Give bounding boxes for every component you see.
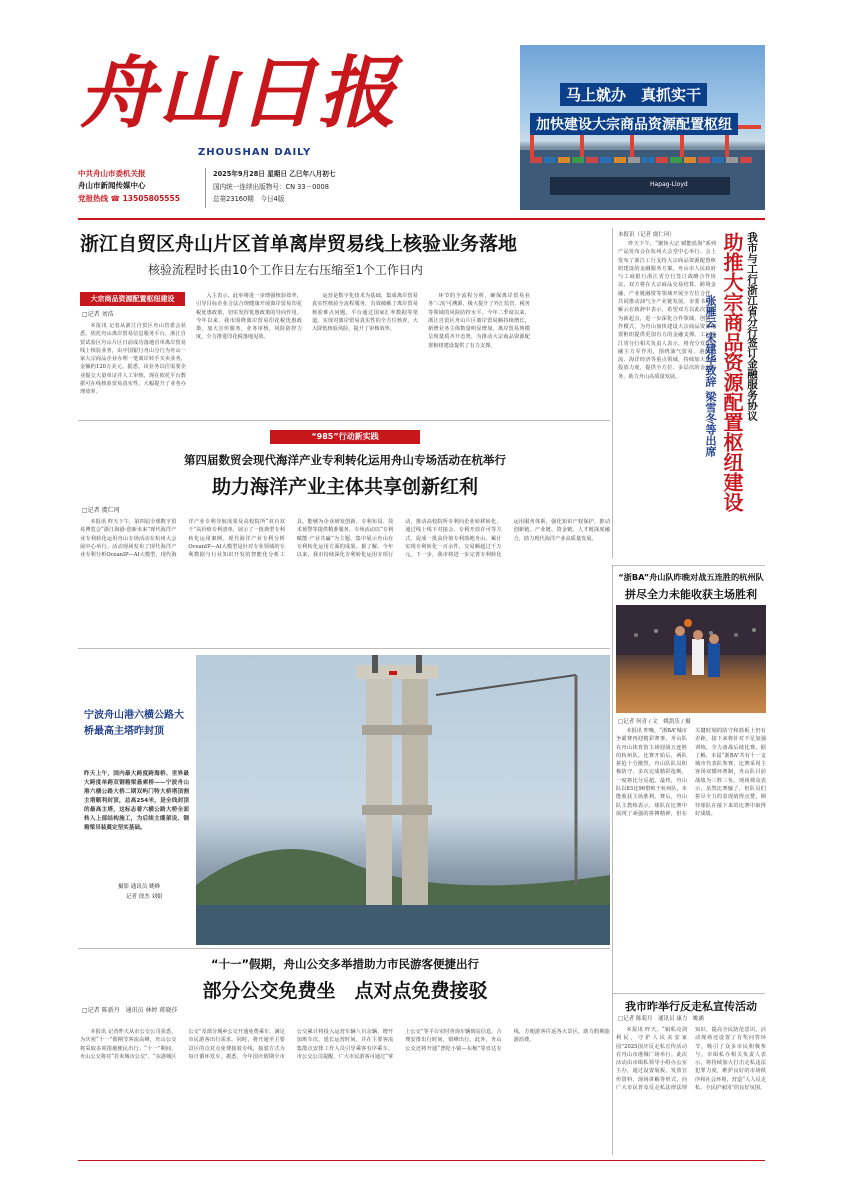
fraud-byline: □记者 陈菊月 通讯员 康力 姚涵 [618, 1016, 704, 1022]
lead-col-1-text: 本报讯 记者从浙江自贸区舟山管委会获悉，依托舟山离岸贸易信息服务平台，浙江自贸试验区舟山片区日前成功落地首单离岸贸易线上核验业务，由中国银行舟山分行为舟山一家大宗商品企业办理一笔离岸转手买卖业务，金额约120万美元。据悉，该业务以往需要企业提交大量单证并人工审核，现在依托平台数据可在线核验贸易真实性，大幅提升了业务办理效率。 [80, 323, 186, 396]
bus-body [80, 1028, 610, 1153]
lead-section-tag: 大宗商品资源配置枢纽建设 [80, 292, 185, 306]
basketball-players-graphic [616, 605, 766, 713]
bridge-tower-graphic [196, 655, 610, 945]
side-kicker: 我市与工行浙江省分行签订金融服务协议 [746, 232, 758, 421]
lead-col-3-text: 运营是数字化技术为基础，集成离岸贸易真实性核验全流程服务，有效破解了离岸贸易核验难点问题。平台通过国家汇率数据等渠道，实现对离岸贸易真实性的全方位核查，大大降低核验风险，提升了审核效率。 [312, 293, 418, 333]
bb-body [616, 727, 766, 989]
fraud-headline: 我市昨举行反走私宣传活动 [625, 1000, 757, 1013]
ship-brand-label: Hapag-Lloyd [650, 181, 688, 188]
expo-byline: □记者 虞仁珂 [82, 507, 120, 514]
fraud-body [616, 1026, 766, 1154]
bridge-headline: 宁波舟山港六横公路大桥最高主塔昨封顶 [84, 710, 184, 737]
bus-body-text: 本报讯 记者昨天从市公交公司获悉，为庆祝“十一”假期节客流高峰，舟山公交将采取多项措施便民出行。“十一”期间，舟山公交将对“若米城市公交”、“东港城区公交”及部分城乡公交开通免费乘车，满足市民游客出行需求。同时，将开通至主要景区的点对点免费接驳专线，接驳方式为每日循环发车。据悉，今年国庆假期全市公交累计将投入运营车辆八百余辆，增开加班车次，延长运营时间，并在主要客流集散点安排工作人员引导乘客有序乘车。市公交公司提醒，广大市民游客可通过“掌上公交”等平台实时查询车辆到站信息，合理安排出行时间，错峰出行。此外，舟山公交还将开通“普陀小镇—东极”等直达专线，方便游客往返各大景区，助力假期旅游消费。 [80, 1029, 610, 1060]
bus-kicker: “十一”假期，舟山公交多举措助力市民游客便捷出行 [210, 957, 480, 971]
basketball-photo [616, 605, 766, 713]
expo-kicker: 第四届数贸会现代海洋产业专利转化运用舟山专场活动在杭举行 [184, 453, 506, 467]
lead-col-2 [196, 292, 302, 412]
issue-date: 2025年9月28日 星期日 乙巳年八月初七 [213, 170, 336, 178]
expo-headline: 助力海洋产业主体共享创新红利 [211, 476, 478, 498]
bb-headline-2: 拼尽全力未能收获主场胜利 [625, 588, 757, 601]
bridge-credit-2: 记者 徐杰 刘娟 [126, 894, 163, 900]
expo-body-text: 本报讯 昨天下午，第四届全球数字贸易博览会“浙江海港·创新未来”现代海洋产业专利转化运用舟山专场活动在杭州大会展中心举行。活动现场发布了现代海洋产业专利分析OceanIP—AI大模型，现代海洋产业专利导航成果及高校院所“双百双千”高价值专利清单，展示了一批典型专利转化运用案例。现代海洋产业专利分析OceanIP—AI大模型是针对专业领域的专利数据与行业知识开发的智能化分析工具，能够为企业研发创新、专利布局、技术预警等提供精准服务。专场活动以“专利赋能·产业共赢”为主题，集中展示舟山在专利转化运用方面的成果。据了解，今年以来，我市持续深化专利转化运用专项行动，推动高校院所专利向企业转移转化，通过线上线下对接会、专利开放许可等方式，促成一批高价值专利落地舟山，累计实现专利转化一百余件，交易额超过千万元。下一步，我市将进一步完善专利转化运用服务体系，强化知识产权保护，推动创新链、产业链、资金链、人才链深度融合，助力现代海洋产业高质量发展。 [80, 519, 610, 559]
bb-headline-1: “浙BA”舟山队昨晚对战五连胜的杭州队 [618, 572, 764, 582]
masthead-title: 舟山日报 [78, 48, 399, 139]
lead-subhead: 核验流程时长由10个工作日左右压缩至1个工作日内 [148, 263, 423, 277]
hotline: 党报热线 ☎ 13505805555 [78, 194, 180, 203]
side-body-text: 昨天下午，“聚焦大宗 赋能蓝海”系列产品发布会在杭州大会堂中心举行。会上发布了浙江工行支持大宗商品资源配置枢纽建设的金融服务方案。舟山市人民政府与工商银行浙江省分行签订战略合作协议，双方将在大宗商品交易结算、跨境金融、产业链融资等领域开展全方位合作，共同推动油气全产业链发展。市委书记张雁云在致辞中表示，希望双方以此次签约为新起点，进一步深化合作领域、创新合作模式，为舟山加快建设大宗商品资源配置枢纽提供更加有力的金融支撑。工行浙江省分行相关负责人表示，将充分发挥金融主力军作用，围绕油气贸易、港航物流、海洋经济等重点领域，持续加大信贷投放力度，提供全方位、多层次的金融服务，助力舟山高质量发展。 [618, 241, 716, 380]
bb-body-text: 本报讯 昨晚，“浙BA”城市争霸赛再迎精彩赛事，舟山队在舟山体育馆主场迎战五连胜的杭州队。比赛开始后，两队拼抢十分激烈，舟山队队员积极防守，多次完成精彩抢断，一度将比分反超。最终，舟山队以83比96惜败于杭州队，未能收获主场胜利。赛后，舟山队主教练表示，球队在比赛中展现了顽强的拼搏精神，但在关键时刻的防守和篮板上仍有差距，接下来将针对不足加强训练，全力备战后续比赛。据了解，本届“浙BA”共有十一支城市代表队参赛，比赛采用主客场双循环赛制，舟山队目前战绩为三胜三负。现场观众表示，虽然比赛输了，但队员们拼尽全力的表现值得点赞，期待球队在接下来的比赛中取得好成绩。 [616, 728, 766, 817]
lead-col-3 [312, 292, 418, 412]
lead-col-2-text: 入主表示，此举将进一步增强核验效率，引导目标企业合法合规健康开展离岸贸易印花税优惠政策，切实发挥优惠政策的导向作用。今年以来，我市围绕离岸贸易印花税优惠政策，加大宣传服务，业务审核，风险防控力度，全力推进印花税落地见效。 [196, 293, 302, 341]
bridge-body: 昨天上午，国内最大跨度跨海桥、世界最大跨度单跨双钢箱梁悬索桥——宁波舟山港六横公路大桥二期双屿门特大桥塔顶割主塔顺利封顶，总高254米，是全线封顶的最高主塔，这标志着六横公路大桥全面转入上部结构施工，为后续主缆架设、钢箱梁吊装奠定坚实基础。 [84, 771, 189, 831]
expo-body [80, 518, 610, 643]
lead-headline: 浙江自贸区舟山片区首单离岸贸易线上核验业务落地 [80, 233, 518, 255]
lead-col-4 [428, 292, 530, 412]
banner-slogan-1: 马上就办 真抓实干 [560, 83, 707, 106]
issue-number: 总第23160期 今日4版 [213, 195, 285, 203]
lead-byline: □记者 刘浩 [82, 311, 114, 318]
side-headline: 助推大宗商品资源配置枢纽建设 [720, 232, 744, 512]
bridge-credit-1: 摄影 通讯员 姚峰 [118, 884, 160, 890]
side-byline: 本报讯（记者 虞仁珂） [618, 232, 675, 238]
cn-number: 国内统一连续出版物号：CN 33－0008 [213, 182, 329, 191]
masthead-info-right [213, 168, 513, 206]
banner-slogan-2: 加快建设大宗商品资源配置枢纽 [530, 113, 738, 135]
bb-credit: □记者 何青 / 文 姚凯乐 / 摄 [618, 719, 691, 725]
org-line-2: 舟山市新闻传媒中心 [78, 181, 146, 190]
lead-col-1 [80, 322, 186, 412]
banner-port-photo [520, 45, 765, 210]
lead-col-4-text: 环节的全流程分析，确保离岸贸易业务‘三流’可溯源，极大提升了外汇监管、税务等领域的风险防控水平。今年二季度以来，浙江自贸区舟山片区离岸贸易额持续增长，新增业务主体数量明显增加，离岸贸易规模呈现量质齐升态势，为推动大宗商品资源配置枢纽建设提供了有力支撑。 [428, 293, 530, 349]
masthead-info-left [78, 168, 198, 206]
bus-byline: □记者 陈新丹 通讯员 林婷 蒋晓莎 [82, 1007, 178, 1014]
bus-headline: 部分公交免费坐 点对点免费接驳 [202, 980, 488, 1002]
side-names: 张雁云 宋建华致辞 梁雪冬等出席 [704, 295, 717, 457]
expo-tag: “985”行动新实践 [270, 430, 420, 444]
bridge-tower-photo [196, 655, 610, 945]
masthead-pinyin: ZHOUSHAN DAILY [198, 147, 312, 158]
fraud-body-text: 本报讯 昨天，“辑私亮剑利民，守护人民美安家园”2025国庆反走私宣传活动在舟山市港城广场举行。此次活动由市缉私领导小组办公室主办，通过设置展板、发放宣传资料、现场讲解等形式，向广大市民普及反走私法律法规知识，提高全民防范意识。活动现场还设置了有奖问答环节，吸引了众多市民积极参与。市缉私办相关负责人表示，将持续加大打击走私违法犯罪力度，维护良好的市场秩序和社会环境，营造“人人反走私、全民护家园”的良好氛围。 [616, 1027, 766, 1092]
org-line-1: 中共舟山市委机关报 [78, 169, 146, 178]
